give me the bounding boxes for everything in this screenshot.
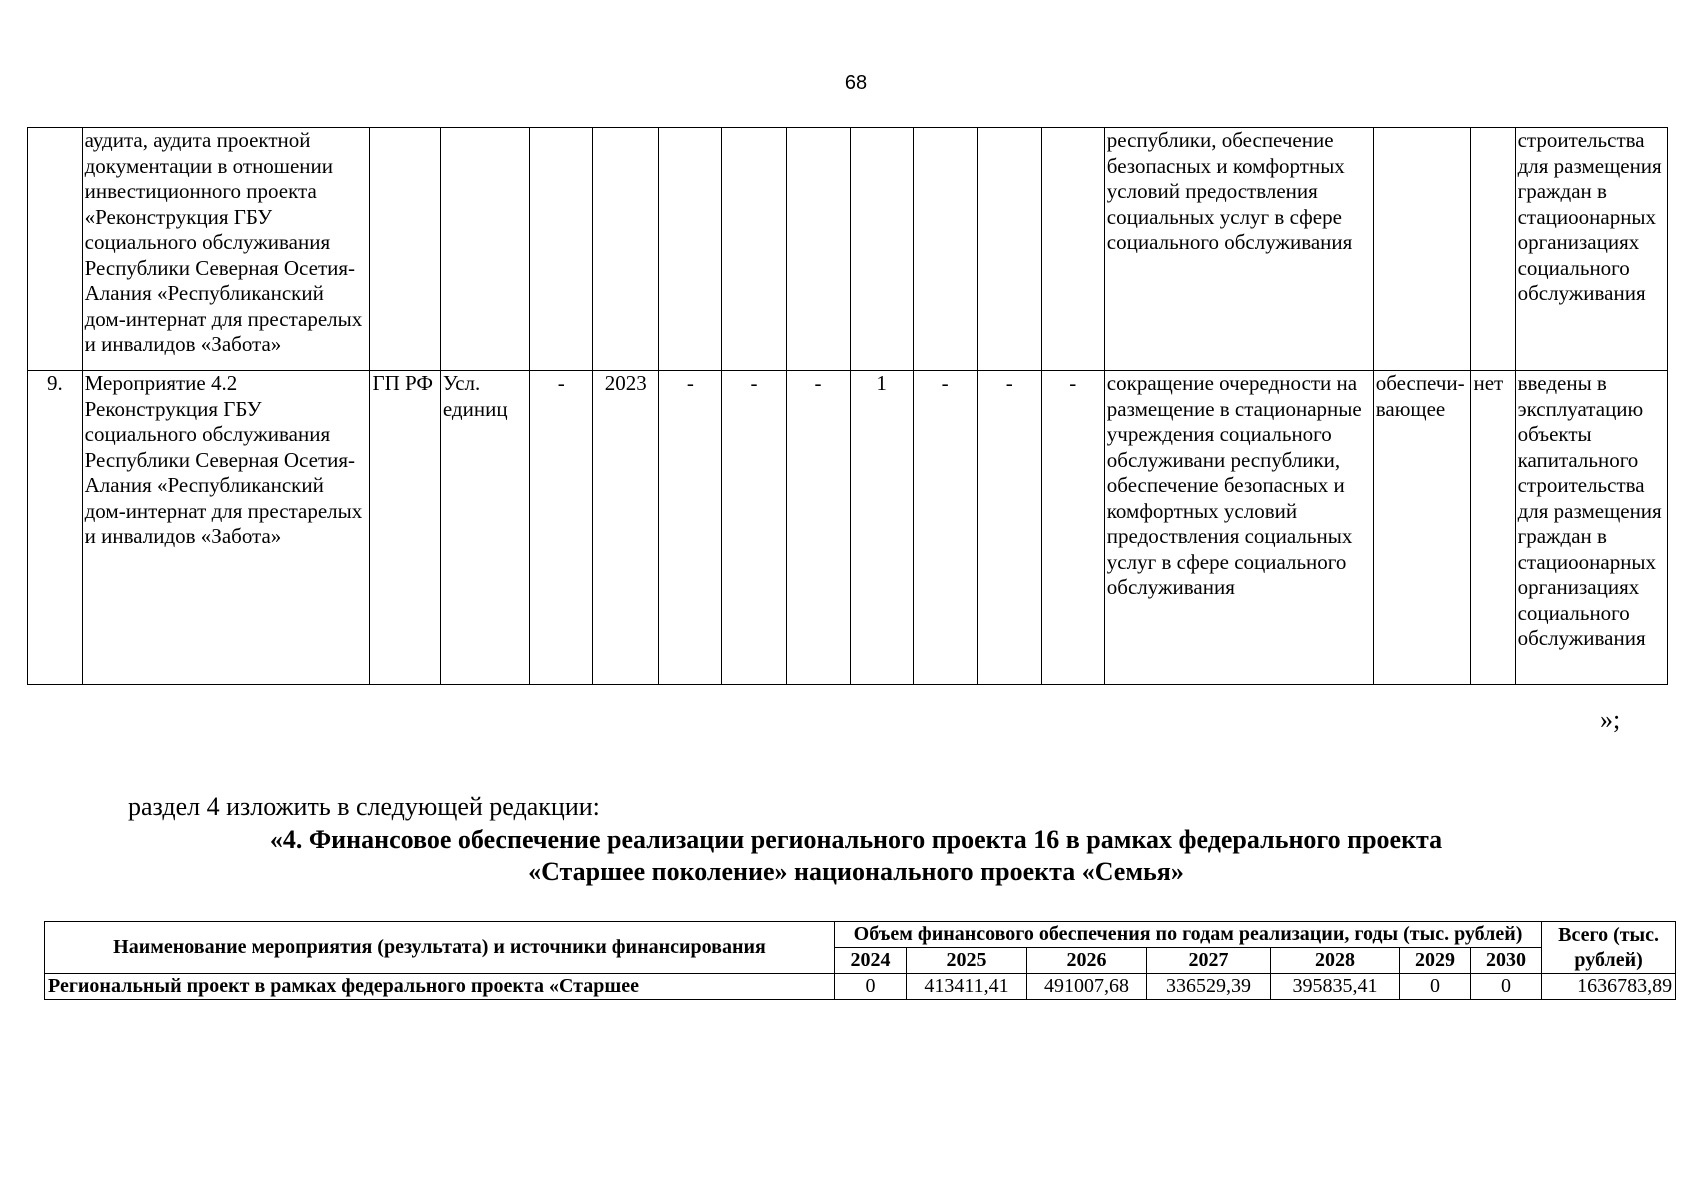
value-cell: [850, 128, 913, 371]
effect-cell: республики, обеспечение безопасных и комфортных условий предоствления социальных услуг в сфере социального обслуживания: [1104, 128, 1373, 371]
table-row: [28, 128, 1668, 371]
effect-cell: сокращение очередности на размещение в стационарные учреждения социального обслуживани республики, обеспечение безопасных и комфортных условий предоствления социальных услуг в сфере социального обслуживания: [1104, 371, 1373, 685]
value-cell: [977, 128, 1041, 371]
year-value: 413411,41: [907, 974, 1027, 1000]
year-value: 0: [835, 974, 907, 1000]
value-cell: [786, 128, 850, 371]
section-heading: [0, 824, 1697, 888]
year-value: 336529,39: [1147, 974, 1271, 1000]
measure-name: аудита, аудита проектной документации в отношении инвестиционного проекта «Реконструкция ГБУ социального обслуживания Республики Северная Осетия-Алания «Республиканский дом-интернат для престарелых и инвалидов «Забота»: [82, 128, 370, 371]
value-cell: -: [913, 371, 977, 685]
value-cell: [1041, 128, 1104, 371]
header-year: 2026: [1027, 948, 1147, 974]
header-year: 2025: [907, 948, 1027, 974]
header-name: Наименование мероприятия (результата) и источники финансирования: [45, 922, 835, 974]
finance-table: [44, 921, 1676, 1000]
unit-cell: Усл. единиц: [440, 371, 529, 685]
table-row: [28, 371, 1668, 685]
value-cell: [722, 128, 786, 371]
section-heading-line-2: «Старшее поколение» национального проекта «Семья»: [528, 857, 1184, 886]
header-year: 2024: [835, 948, 907, 974]
value-cell: -: [722, 371, 786, 685]
document-cell: ГП РФ: [370, 371, 440, 685]
header-volume: Объем финансового обеспечения по годам реализации, годы (тыс. рублей): [835, 922, 1542, 948]
unit-cell: [440, 128, 529, 371]
flag-cell: нет: [1471, 371, 1515, 685]
table-header-row: [45, 922, 1676, 948]
header-year: 2029: [1400, 948, 1471, 974]
indicators-table: [27, 127, 1668, 685]
value-cell: [659, 128, 722, 371]
value-cell: -: [786, 371, 850, 685]
flag-cell: [1471, 128, 1515, 371]
measure-name: Мероприятие 4.2 Реконструкция ГБУ социального обслуживания Республики Северная Осетия-Алания «Республиканский дом-интернат для престарелых и инвалидов «Забота»: [82, 371, 370, 685]
page-number: 68: [844, 72, 868, 94]
value-cell: [913, 128, 977, 371]
row-number: 9.: [28, 371, 83, 685]
year-value: 491007,68: [1027, 974, 1147, 1000]
year-value: 395835,41: [1271, 974, 1400, 1000]
row-name: Региональный проект в рамках федерального проекта «Старшее: [45, 974, 835, 1000]
base-value: -: [530, 371, 593, 685]
type-cell: обеспечи-вающее: [1373, 371, 1471, 685]
row-total: 1636783,89: [1542, 974, 1676, 1000]
section-intro: раздел 4 изложить в следующей редакции:: [128, 792, 600, 821]
header-year: 2028: [1271, 948, 1400, 974]
header-year: 2027: [1147, 948, 1271, 974]
header-total: Всего (тыс. рублей): [1542, 922, 1676, 974]
closing-quote: »;: [1600, 705, 1621, 734]
result-cell: строительства для размещения граждан в стациоонарных организациях социального обслуживания: [1515, 128, 1667, 371]
type-cell: [1373, 128, 1471, 371]
base-year: [593, 128, 659, 371]
header-year: 2030: [1471, 948, 1542, 974]
value-cell: -: [1041, 371, 1104, 685]
base-value: [530, 128, 593, 371]
document-cell: [370, 128, 440, 371]
value-cell: 1: [850, 371, 913, 685]
year-value: 0: [1400, 974, 1471, 1000]
value-cell: -: [977, 371, 1041, 685]
base-year: 2023: [593, 371, 659, 685]
section-heading-line-1: «4. Финансовое обеспечение реализации регионального проекта 16 в рамках федерального проекта: [269, 825, 1443, 854]
row-number: [28, 128, 83, 371]
value-cell: -: [659, 371, 722, 685]
result-cell: введены в эксплуатацию объекты капитального строительства для размещения граждан в стациоонарных организациях социального обслуживания: [1515, 371, 1667, 685]
year-value: 0: [1471, 974, 1542, 1000]
table-row: [45, 974, 1676, 1000]
